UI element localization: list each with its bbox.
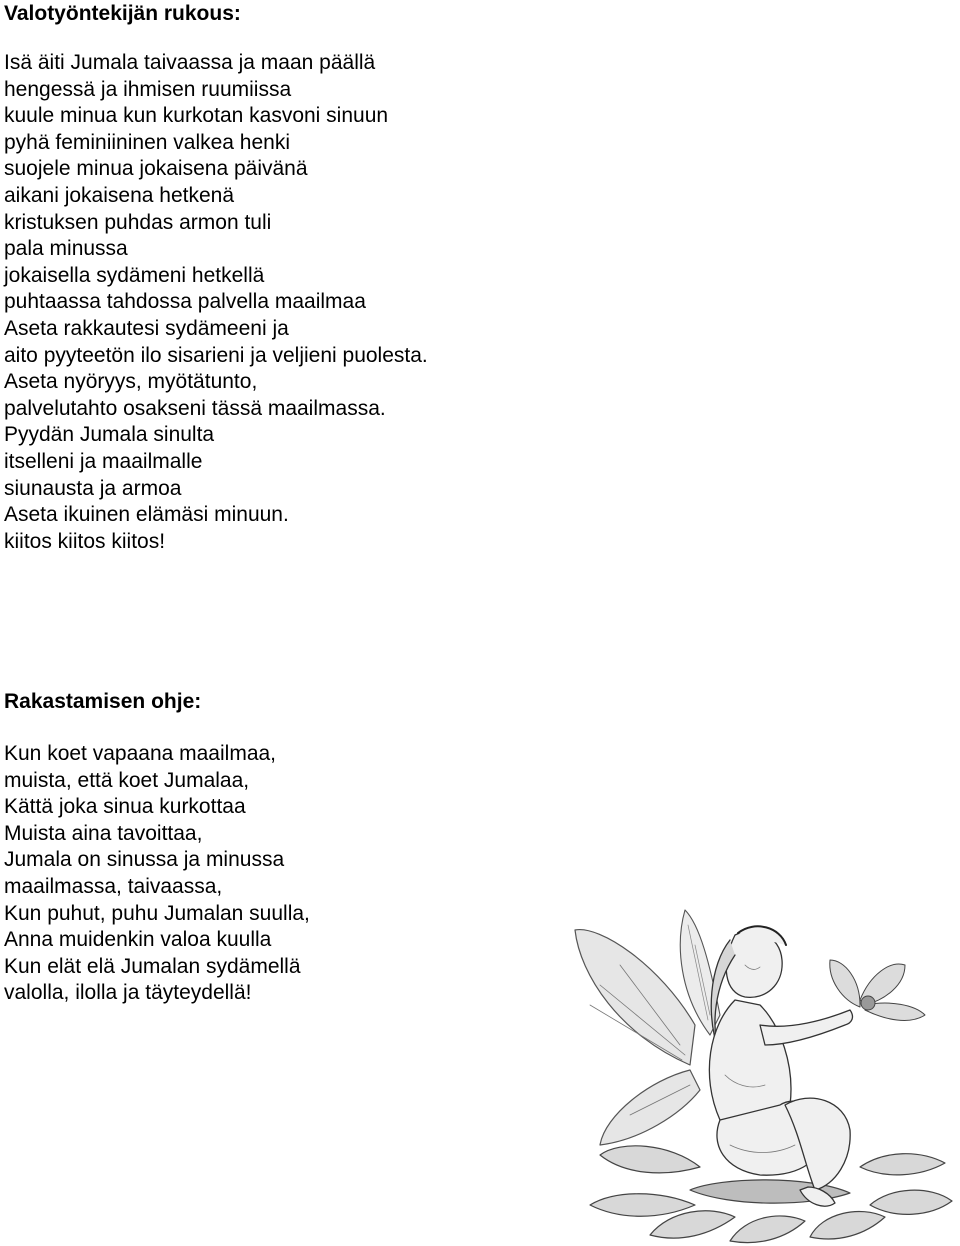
poem-line: Kun koet vapaana maailmaa,: [4, 742, 277, 765]
poem-line: kuule minua kun kurkotan kasvoni sinuun: [4, 104, 389, 128]
prayer-poem: [4, 50, 428, 555]
poem-line: Kun elät elä Jumalan sydämellä: [4, 954, 301, 978]
poem-line: Aseta rakkautesi sydämeeni ja: [4, 316, 289, 340]
poem-line: kristuksen puhdas armon tuli: [4, 210, 272, 234]
poem-line: Aseta ikuinen elämäsi minuun.: [4, 503, 289, 527]
poem-line: muista, että koet Jumalaa,: [4, 768, 250, 792]
poem-line: kiitos kiitos kiitos!: [4, 529, 166, 553]
love-guide-title: Rakastamisen ohje:: [4, 690, 202, 713]
poem-line: aito pyyteetön ilo sisarieni ja veljieni puolesta.: [4, 343, 428, 367]
poem-line: siunausta ja armoa: [4, 476, 182, 500]
poem-line: pala minussa: [4, 237, 128, 261]
poem-line: pyhä feminiininen valkea henki: [4, 130, 291, 154]
poem-line: Aseta nyöryys, myötätunto,: [4, 370, 258, 394]
poem-line: itselleni ja maailmalle: [4, 449, 203, 473]
poem-line: maailmassa, taivaassa,: [4, 874, 223, 898]
poem-line: puhtaassa tahdossa palvella maailmaa: [4, 290, 366, 314]
poem-line: suojele minua jokaisena päivänä: [4, 157, 308, 181]
poem-line: Isä äiti Jumala taivaassa ja maan päällä: [4, 51, 376, 74]
poem-line: jokaisella sydämeni hetkellä: [4, 263, 265, 287]
prayer-title: Valotyöntekijän rukous:: [4, 2, 241, 25]
poem-line: valolla, ilolla ja täyteydellä!: [4, 981, 252, 1005]
fairy-illustration-icon: [560, 905, 960, 1246]
poem-line: Jumala on sinussa ja minussa: [4, 848, 285, 872]
poem-line: Kättä joka sinua kurkottaa: [4, 795, 246, 819]
poem-line: Kun puhut, puhu Jumalan suulla,: [4, 901, 310, 925]
love-guide-poem: [4, 741, 310, 1007]
poem-line: Anna muidenkin valoa kuulla: [4, 928, 272, 952]
poem-line: Pyydän Jumala sinulta: [4, 423, 215, 447]
poem-line: palvelutahto osakseni tässä maailmassa.: [4, 396, 386, 420]
poem-line: hengessä ja ihmisen ruumiissa: [4, 77, 292, 101]
poem-line: Muista aina tavoittaa,: [4, 821, 203, 845]
poem-line: aikani jokaisena hetkenä: [4, 183, 234, 207]
